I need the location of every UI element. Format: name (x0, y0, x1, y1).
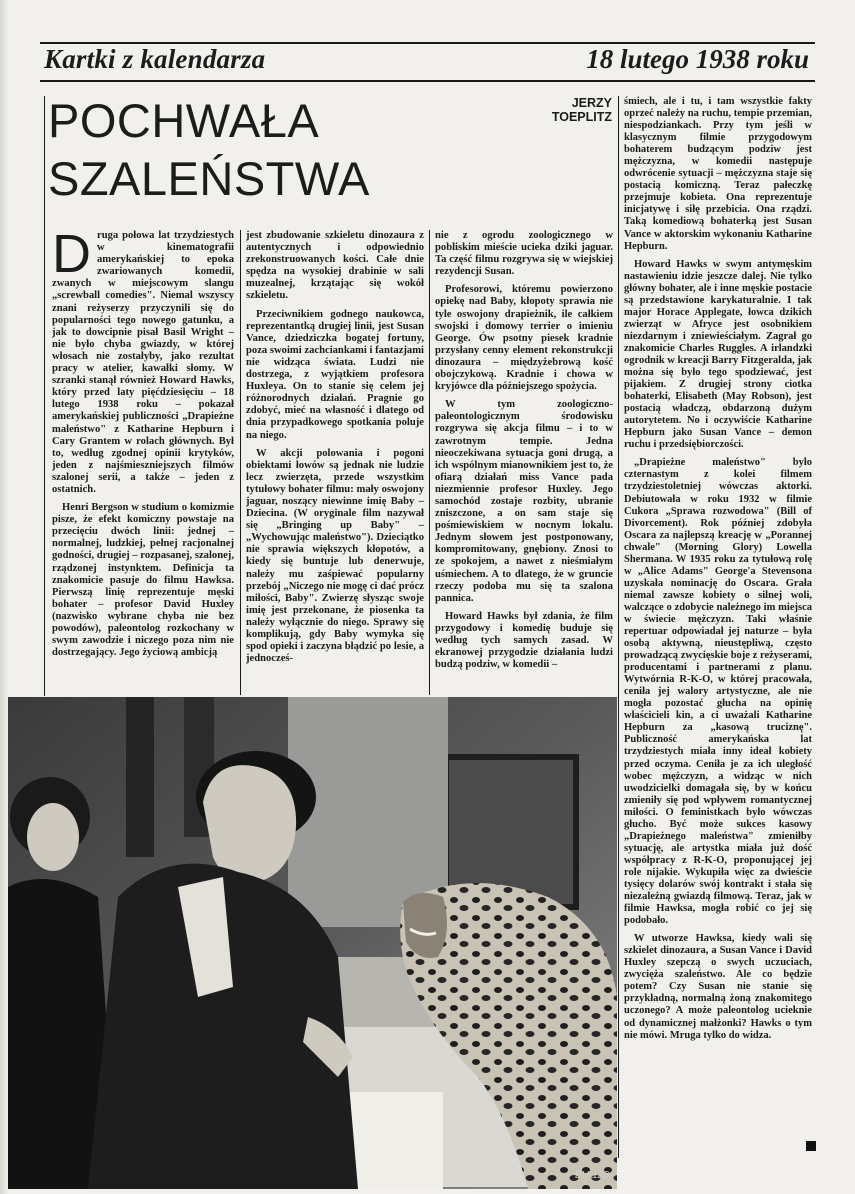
section-title: Kartki z kalendarza (44, 44, 266, 74)
header-bottom-rule (40, 80, 815, 82)
column-4-paragraph-3: „Drapieżne maleństwo" było czternastym z kolei filmem trzydziestoletniej wówczas aktorki. Debiutowała w roku 1932 w filmie Cukora „Sprawa rozwodowa" (Bill of Divorcement). Rok później zdobyła Oscara za najlepszą kreację w „Porannej chwale" (Morning Glory) Lowella Shermana. W 1935 roku za tytułową rolę w „Alice Adams" George'a Stevensona uzyskała nominację do Oscara. Grała niemal zawsze kobiety o silnej woli, walczące o zdobycie należnego im miejsca w świecie mężczyzn. Taki właśnie repertuar odpowiadał jej naturze – była osobą aktywną, nieustępliwą, często prowadzącą zwycięskie boje z reżyserami, producentami i partnerami z planu. Wytwórnia R-K-O, w której pracowała, ceniła jej walory artystyczne, ale nie mogła pozostać głucha na opinię właścicieli kin, a ci uważali Katharine Hepburn za „kasową truciznę". Publiczność amerykańska lat trzydziestych miała inny ideał kobiety przed oczyma. Ceniła je za ich uległość wobec mężczyzn, a widząc w nich uwodzicielki domagała się, by w końcu zmieniły się pod wpływem romantycznej miłości. O feministkach było wówczas głucho. Być może sukces kasowy „Drapieżnego maleństwa" zmieniłby sytuację, ale artystka miała już dość współpracy z R-K-O, proponującej jej role nijakie. Wykupiła więc za dwieście tysięcy dolarów swój kontrakt i stała się niezależną gwiazdą filmową. Teraz, jak w filmie Hawksa, mogła robić co jej się podobało. (624, 457, 812, 927)
film-still-illustration (8, 697, 617, 1189)
title-line-2: SZALEŃSTWA (48, 152, 370, 205)
author-last-name: TOEPLITZ (551, 110, 612, 124)
article-title (48, 92, 370, 208)
column-3-paragraph-2: Profesorowi, któremu powierzono opiekę nad Baby, kłopoty sprawia nie tyle oswojony drapieżnik, ile całkiem swojski i domowy terrier o imieniu George. Ów psotny piesek kradnie przysłany cenny element rekonstrukcji dinozaura – międzyżebrową kość obojczykową. Kradnie i chowa w kryjówce dla późniejszego spożycia. (435, 284, 613, 393)
column-3-paragraph-3: W tym zoologiczno-paleontologicznym środowisku rozgrywa się akcja filmu – i to w zawrotnym tempie. Jedna nieoczekiwana sytuacja goni drugą, a ich wspólnym mianownikiem jest to, że ofiarą działań miss Vance pada niezmiennie profesor Huxley. Jego samochód zostaje rozbity, ubranie zniszczone, a on sam staje się pośmiewiskiem w nocnym lokalu. Jednym słowem jest postponowany, kompromitowany, gnębiony. Znosi to ze spokojem, a nawet z nieśmiałym uśmiechem. A to dlatego, że w gruncie rzeczy podoba mu się ta szalona pannica. (435, 399, 613, 604)
author-first-name: JERZY (571, 96, 612, 110)
column-2-paragraph-3: W akcji polowania i pogoni obiektami łowów są jednak nie ludzie lecz zwierzęta, przede wszystkim tytułowy bohater filmu: mały oswojony jaguar, noszący niewinne imię Baby – Dziecina. (W oryginale film nazywał się „Bringing up Baby" – „Wychowując maleństwo"). Dzieciątko nie sprawia większych kłopotów, a kiedy się buntuje lub denerwuje, należy mu zaśpiewać popularny przebój „Niczego nie mogę ci dać prócz miłości, Baby". Zwierzę słysząc swoje imię jest przekonane, że piosenka ta należy wyłącznie do niego. Sprawy się komplikują, gdy Baby wymyka się spod opieki i zaczyna błądzić po lesie, a jednocześ- (246, 447, 424, 665)
header-date: 18 lutego 1938 roku (586, 44, 809, 74)
column-1-paragraph-2: Henri Bergson w studium o komizmie pisze, że efekt komiczny powstaje na przecięciu dwóch linii: jednej – normalnej, ludzkiej, pełnej racjonalnej godności, drugiej – rozpasanej, szalonej, rządzonej instynktem. Definicja ta znakomicie pasuje do filmu Hawksa. Pierwszą linię reprezentuje męski bohater – profesor David Huxley (nazwisko wybrane chyba nie bez powodów), paleontolog rozkochany w swym zawodzie i niczego poza nim nie dostrzegający. Jego życiową ambicją (52, 502, 234, 659)
title-left-rule (44, 96, 45, 696)
scan-edge (0, 0, 8, 1194)
photo-archive-mark: BU-128 (575, 1170, 609, 1181)
column-1-paragraph-1: Druga połowa lat trzydziestych w kinematografii amerykańskiej to epoka zwariowanych komedii, zwanych w miejscowym slangu „screwball comedies". Niemal wszyscy znani reżyserzy przyczynili się do popularności tego nowego gatunku, a jak to dowcipnie pisał Basil Wright – nie było chyba gwiazdy, w której włosach nie zostałyby, jako rezultat pracy w atelier, kawałki słomy. W szranki stanął również Howard Hawks, który przed laty pięćdziesięciu – 18 lutego 1938 roku – pokazał amerykańskiej publiczności „Drapieżne maleństwo" z Katharine Hepburn i Cary Grantem w rolach głównych. Był to, według zgodnej opinii krytyków, jeden z najśmieszniejszych filmów szalonej serii, a także – jeden z ostatnich. (52, 230, 234, 495)
column-4-paragraph-2: Howard Hawks w swym antymęskim nastawieniu idzie jeszcze dalej. Nie tylko główny bohater, ale i inne męskie postacie są przedstawione karykaturalnie. I tak major Horace Applegate, łowca dzikich zwierząt w Afryce jest osobnikiem niezdarnym i zniewieściałym. Zagrał go znakomicie Charles Ruggles. A irlandzki ogrodnik w kreacji Barry Fitzgeralda, jak można się było tego spodziewać, jest pijakiem. Z drugiej strony ciotka bohaterki, Elisabeth (May Robson), jest postacią władczą, obdarzoną dużym autorytetem. No i oczywiście Katharine Hepburn jako Susan Vance – demon ruchu i przedsiębiorczości. (624, 258, 812, 451)
col-separator-2 (429, 230, 430, 695)
column-2-paragraph-2: Przeciwnikiem godnego naukowca, reprezentantką drugiej linii, jest Susan Vance, dziedziczka bogatej fortuny, poza swoimi zachciankami i fantazjami nie widząca świata. Ludzi nie dostrzega, z wyjątkiem profesora Huxleya. On to stanie się celem jej różnorodnych działań. Pragnie go zdobyć, mieć na własność i dlatego od dnia przypadkowego spotkania poluje na niego. (246, 308, 424, 441)
end-mark (806, 1141, 816, 1151)
article-column-4 (624, 96, 812, 1140)
article-column-2 (246, 230, 424, 696)
drop-cap: D (52, 230, 91, 284)
article-column-1 (52, 230, 234, 696)
column-4-paragraph-1: śmiech, ale i tu, i tam wszystkie fakty oprzeć należy na ruchu, tempie przemian, niespodziankach. Przy tym jeśli w klasycznym filmie przygodowym bohaterem budzącym podziw jest mężczyzna, w komedii następuje odwrócenie sytuacji – mężczyzna staje się postacią komiczną. Teraz pałeczkę przejmuje kobieta. Ona reprezentuje inicjatywę i siłę przebicia. Ona rządzi. Taką komediową bohaterką jest Susan Vance w aktorskim wykonaniu Katharine Hepburn. (624, 96, 812, 252)
article-column-3 (435, 230, 613, 696)
col-separator-1 (240, 230, 241, 695)
col-separator-3 (618, 96, 619, 1158)
author (540, 96, 612, 124)
title-line-1: POCHWAŁA (48, 94, 320, 147)
film-still-photo (8, 697, 617, 1189)
column-4-paragraph-4: W utworze Hawksa, kiedy wali się szkielet dinozaura, a Susan Vance i David Huxley szepczą o swych uczuciach, zwycięża szaleństwo. Ale co będzie potem? Czy Susan nie stanie się przykładną, normalną żoną znakomitego uczonego? A może paleontolog ucieknie od dynamicznej małżonki? Hawks o tym nie mówi. Mruga tylko do widza. (624, 933, 812, 1041)
column-2-paragraph-1: jest zbudowanie szkieletu dinozaura z autentycznych i odpowiednio zrekonstruowanych kości. Całe dnie spędza na wysokiej drabinie w sali muzealnej, krzątając się wokół szkieletu. (246, 230, 424, 302)
column-3-paragraph-1: nie z ogrodu zoologicznego w pobliskim mieście ucieka dziki jaguar. Ta część filmu rozgrywa się w wiejskiej rezydencji Susan. (435, 230, 613, 278)
column-3-paragraph-4: Howard Hawks był zdania, że film przygodowy i komedię buduje się według tych samych zasad. W ekranowej przygodzie działania ludzi budzą podziw, w komedii – (435, 610, 613, 671)
